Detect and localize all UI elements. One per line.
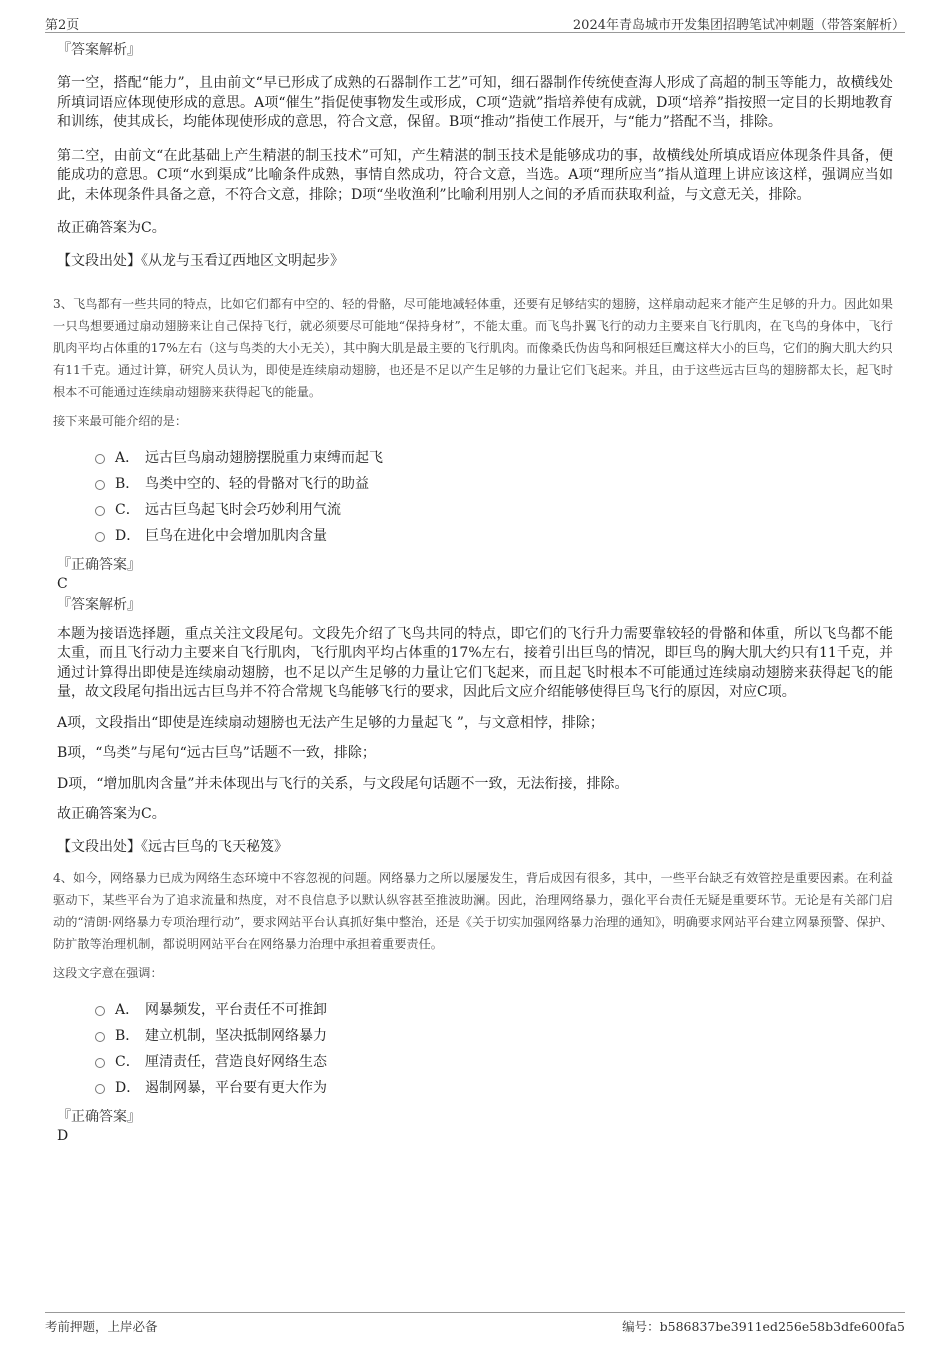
- option-d[interactable]: [95, 1075, 893, 1101]
- page-footer: [45, 1312, 905, 1335]
- option-letter: D．: [115, 527, 141, 544]
- option-letter: C．: [115, 1053, 140, 1070]
- option-text: 厘清责任，营造良好网络生态: [145, 1053, 327, 1070]
- option-text: 鸟类中空的、轻的骨骼对飞行的助益: [145, 475, 369, 492]
- option-text: 远古巨鸟扇动翅膀摆脱重力束缚而起飞: [145, 449, 383, 466]
- option-b[interactable]: [95, 471, 893, 497]
- option-letter: A．: [115, 1001, 140, 1018]
- radio-icon[interactable]: [95, 1058, 105, 1068]
- page-header: [45, 12, 905, 33]
- option-text: 建立机制，坚决抵制网络暴力: [145, 1027, 327, 1044]
- question-text: 3、飞鸟都有一些共同的特点，比如它们都有中空的、轻的骨骼，尽可能地减轻体重，还要有足够结实的翅膀，这样扇动起来才能产生足够的升力。因此如果一只鸟想要通过扇动翅膀来让自己保持飞行，就必须要尽可能地“保持身材”，不能太重。而飞鸟扑翼飞行的动力主要来自飞行肌肉，在飞鸟的身体中，飞行肌肉平均占体重的17%左右（这与鸟类的大小无关），其中胸大肌是最主要的飞行肌肉。而像桑氏伪齿鸟和阿根廷巨鹰这样大小的巨鸟，它们的胸大肌大约只有11千克。通过计算，研究人员认为，即使是连续扇动翅膀，也还是不足以产生足够的力量让它们飞起来。并且，由于这些远古巨鸟的翅膀都太长，起飞时根本不可能通过连续扇动翅膀来获得起飞的能量。: [53, 296, 893, 399]
- analysis-paragraph: 第一空，搭配“能力”，且由前文“早已形成了成熟的石器制作工艺”可知，细石器制作传统使查海人形成了高超的制玉等能力，故横线处所填词语应体现使形成的意思。A项“催生”指促使事物发生或形成，C项“造就”指培养使有成就，D项“培养”指按照一定目的长期地教育和训练，使其成长，均能体现使形成的意思，符合文意，保留。B项“推动”指使工作展开，与“能力”搭配不当，排除。: [57, 75, 893, 130]
- section-previous-analysis: [57, 40, 893, 271]
- radio-icon[interactable]: [95, 532, 105, 542]
- question-4: [53, 867, 893, 1145]
- option-letter: B．: [115, 475, 140, 492]
- source-citation: 【文段出处】《远古巨鸟的飞天秘笈》: [57, 838, 288, 855]
- answer-conclusion: 故正确答案为C。: [57, 806, 166, 822]
- option-text: 远古巨鸟起飞时会巧妙利用气流: [145, 501, 341, 518]
- page-content: [53, 40, 893, 1145]
- question-text: 4、如今，网络暴力已成为网络生态环境中不容忽视的问题。网络暴力之所以屡屡发生，背后成因有很多，其中，一些平台缺乏有效管控是重要因素。在利益驱动下，某些平台为了追求流量和热度，对不良信息予以默认纵容甚至推波助澜。因此，治理网络暴力，强化平台责任无疑是重要环节。无论是有关部门启动的“清朗·网络暴力专项治理行动”，要求网站平台认真抓好集中整治，还是《关于切实加强网络暴力治理的通知》，明确要求网站平台建立网暴预警、保护、防扩散等治理机制，都说明网站平台在网络暴力治理中承担着重要责任。: [53, 870, 893, 951]
- option-text: 遏制网暴，平台要有更大作为: [145, 1079, 327, 1096]
- document-id: 编号：b586837be3911ed256e58b3dfe600fa5: [622, 1319, 905, 1334]
- analysis-paragraph: D项，“增加肌肉含量”并未体现出与飞行的关系，与文段尾句话题不一致，无法衔接，排除。: [57, 775, 629, 792]
- source-citation: 【文段出处】《从龙与玉看辽西地区文明起步》: [57, 252, 344, 269]
- answer-conclusion: 故正确答案为C。: [57, 220, 166, 236]
- options-list: [95, 997, 893, 1101]
- radio-icon[interactable]: [95, 1084, 105, 1094]
- question-prompt: 接下来最可能介绍的是：: [53, 413, 188, 428]
- option-text: 网暴频发，平台责任不可推卸: [145, 1001, 327, 1018]
- correct-answer-value: C: [57, 575, 68, 592]
- radio-icon[interactable]: [95, 1032, 105, 1042]
- page-number: 第2页: [45, 18, 80, 33]
- correct-answer-value: D: [57, 1127, 69, 1144]
- option-a[interactable]: [95, 997, 893, 1023]
- radio-icon[interactable]: [95, 454, 105, 464]
- question-3: [53, 293, 893, 857]
- option-letter: A．: [115, 449, 140, 466]
- radio-icon[interactable]: [95, 480, 105, 490]
- radio-icon[interactable]: [95, 1006, 105, 1016]
- options-list: [95, 445, 893, 549]
- option-d[interactable]: [95, 523, 893, 549]
- analysis-label: 『答案解析』: [57, 596, 141, 613]
- footer-slogan: 考前押题，上岸必备: [45, 1319, 158, 1334]
- document-title: 2024年青岛城市开发集团招聘笔试冲刺题（带答案解析）: [572, 18, 905, 33]
- option-letter: D．: [115, 1079, 141, 1096]
- option-letter: B．: [115, 1027, 140, 1044]
- analysis-paragraph: B项，“鸟类”与尾句“远古巨鸟”话题不一致，排除；: [57, 745, 376, 761]
- option-b[interactable]: [95, 1023, 893, 1049]
- option-c[interactable]: [95, 1049, 893, 1075]
- option-a[interactable]: [95, 445, 893, 471]
- analysis-paragraph: A项，文段指出“即使是连续扇动翅膀也无法产生足够的力量起飞 ”，与文意相悖，排除；: [57, 714, 604, 731]
- correct-answer-label: 『正确答案』: [57, 1108, 141, 1125]
- analysis-paragraph: 本题为接语选择题，重点关注文段尾句。文段先介绍了飞鸟共同的特点，即它们的飞行升力需要靠较轻的骨骼和体重，所以飞鸟都不能太重，而且飞行动力主要来自飞行肌肉，飞行肌肉平均占体重的17%左右，接着引出巨鸟的情况，即巨鸟的胸大肌大约只有11千克，并通过计算得出即使是连续扇动翅膀，也不足以产生足够的力量让它们飞起来，而且起飞时根本不可能通过连续扇动翅膀来获得起飞的能量，故文段尾句指出远古巨鸟并不符合常规飞鸟能够飞行的要求，因此后文应介绍能够使得巨鸟飞行的原因，对应C项。: [57, 625, 893, 700]
- option-text: 巨鸟在进化中会增加肌肉含量: [145, 527, 327, 544]
- correct-answer-label: 『正确答案』: [57, 556, 141, 573]
- question-prompt: 这段文字意在强调：: [53, 965, 163, 980]
- option-letter: C．: [115, 501, 140, 518]
- analysis-paragraph: 第二空，由前文“在此基础上产生精湛的制玉技术”可知，产生精湛的制玉技术是能够成功的事，故横线处所填成语应体现条件具备，便能成功的意思。C项“水到渠成”比喻条件成熟，事情自然成功，符合文意，当选。A项“理所应当”指从道理上讲应该这样，强调应当如此，未体现条件具备之意，不符合文意，排除；D项“坐收渔利”比喻利用别人之间的矛盾而获取利益，与文意无关，排除。: [57, 147, 893, 203]
- radio-icon[interactable]: [95, 506, 105, 516]
- analysis-label: 『答案解析』: [57, 42, 141, 58]
- option-c[interactable]: [95, 497, 893, 523]
